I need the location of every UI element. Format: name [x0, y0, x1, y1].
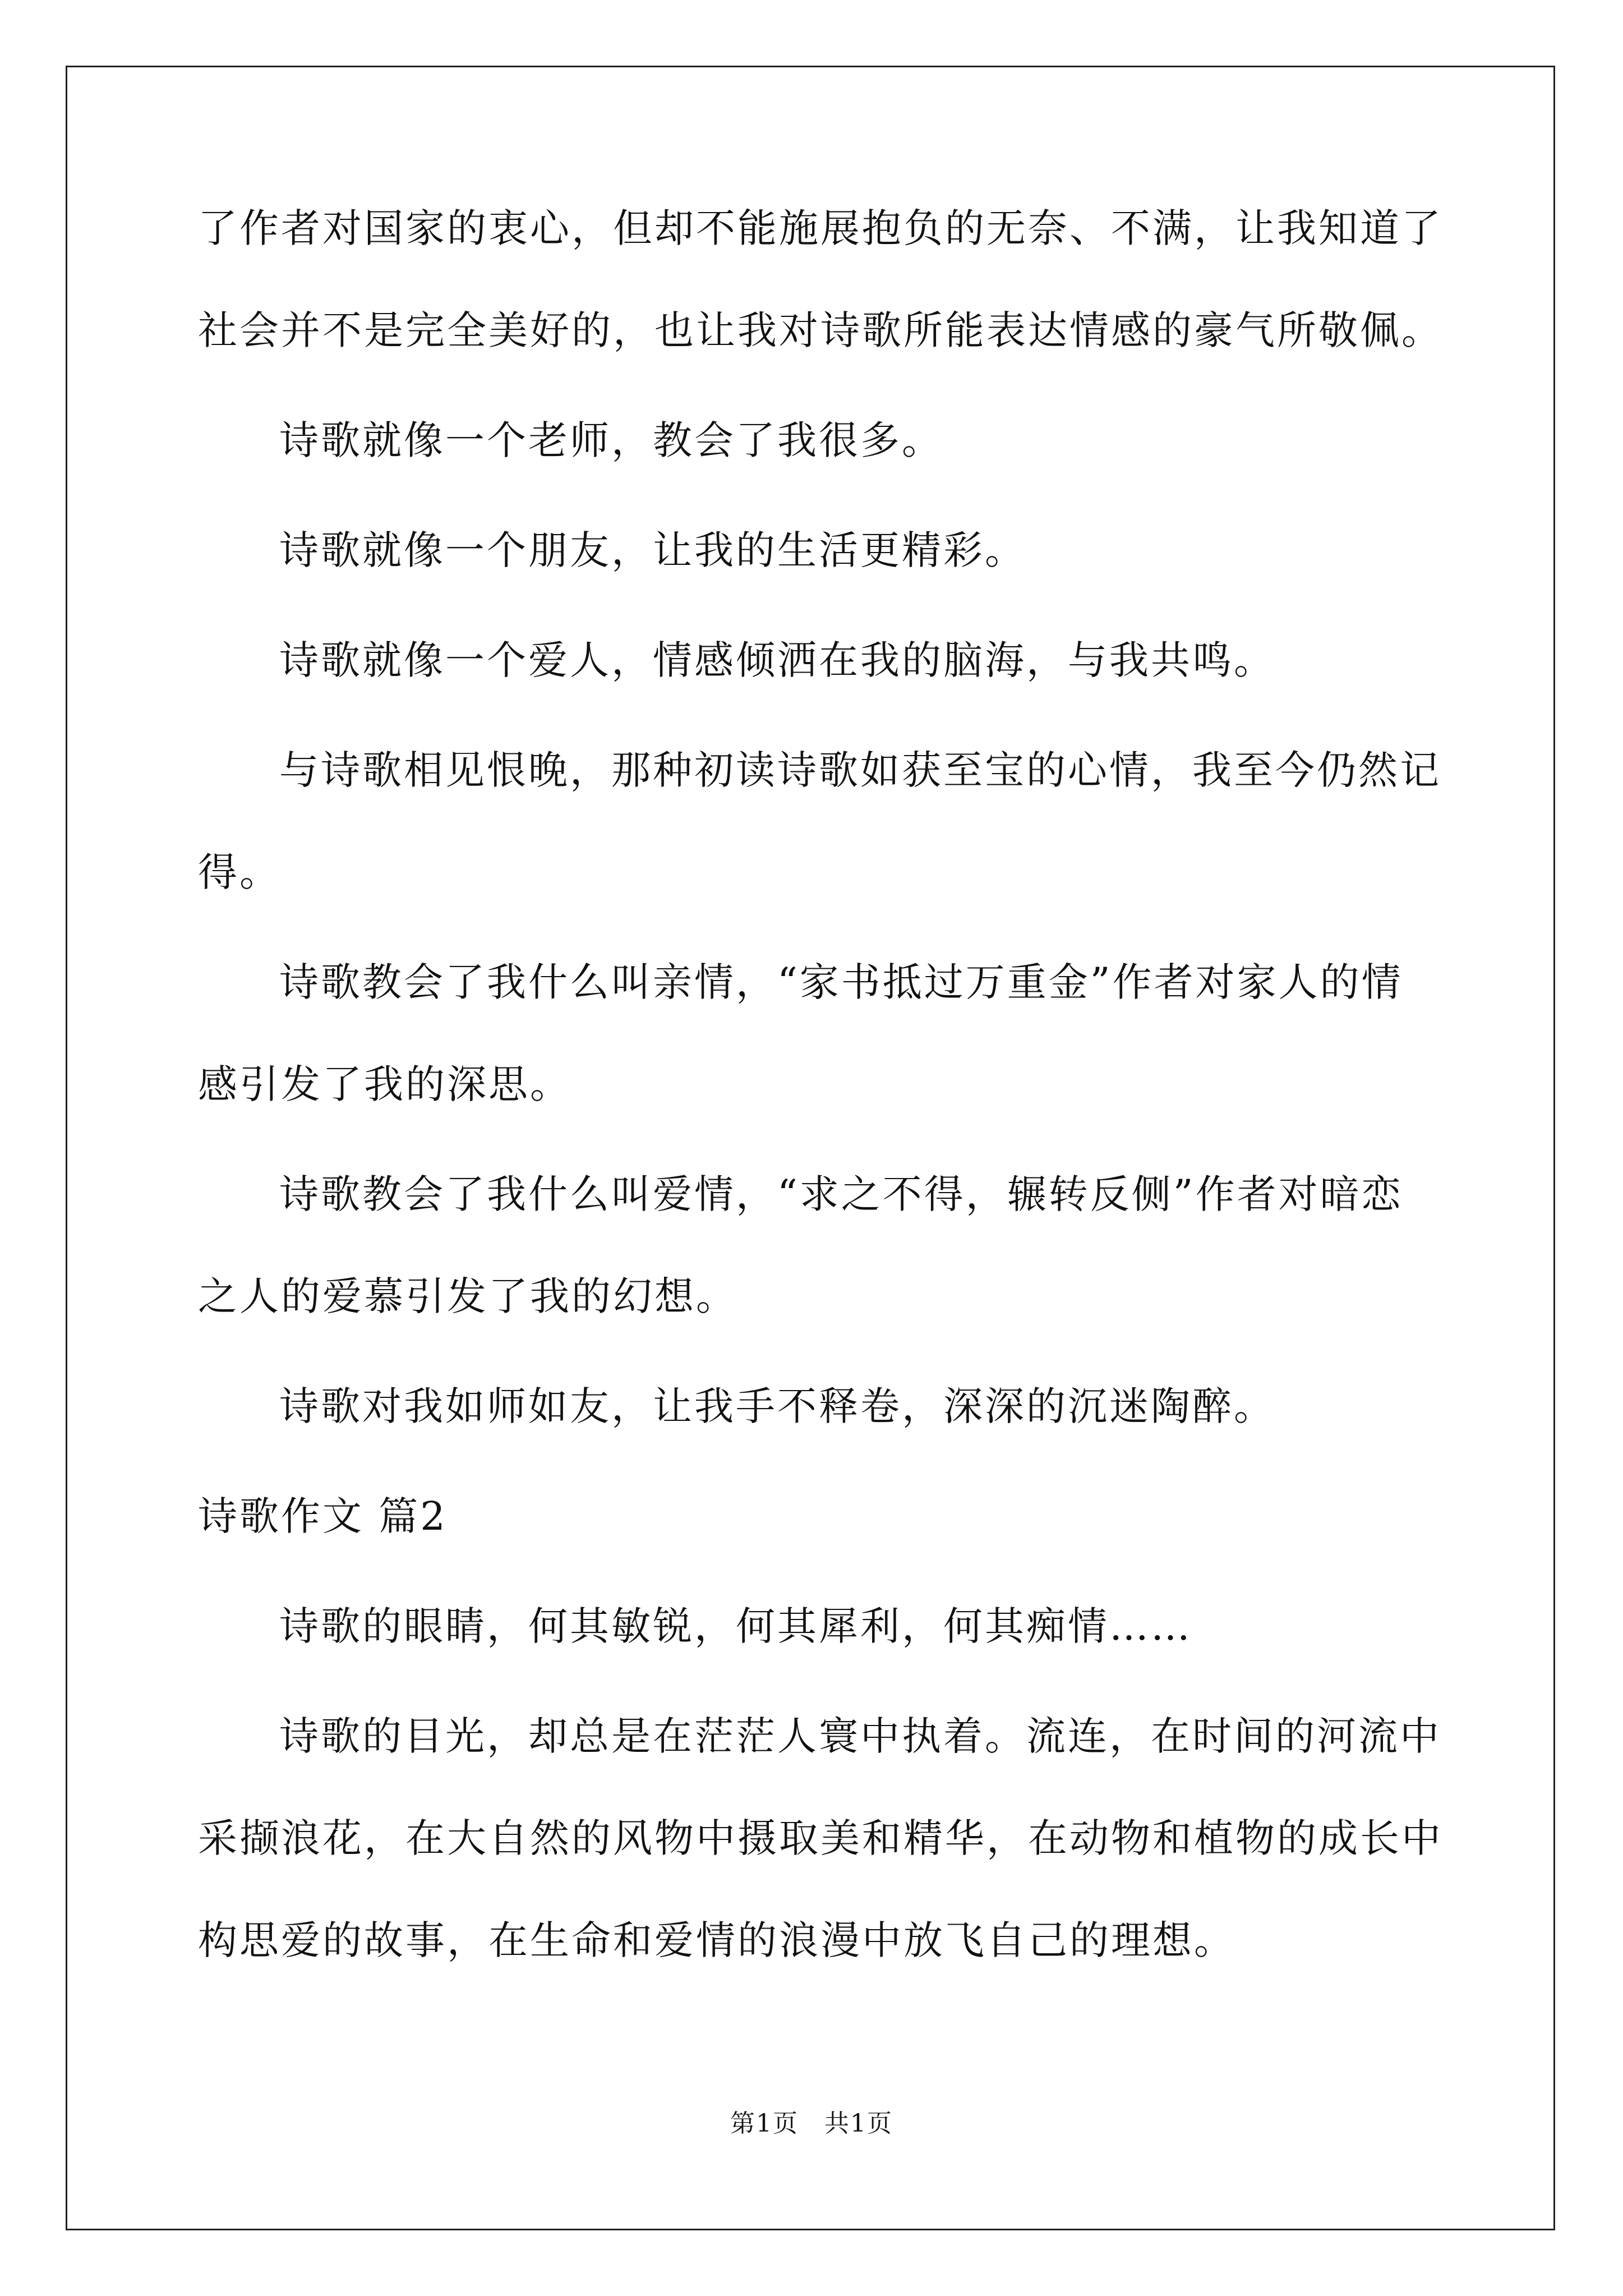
paragraph-line: 诗歌对我如师如友，让我手不释卷，深深的沉迷陶醉。	[279, 1383, 1275, 1429]
paragraph-line: 社会并不是完全美好的，也让我对诗歌所能表达情感的豪气所敬佩。	[198, 307, 1443, 353]
paragraph-line: 构思爱的故事，在生命和爱情的浪漫中放飞自己的理想。	[198, 1917, 1235, 1963]
section-heading: 诗歌作文 篇2	[198, 1493, 448, 1539]
paragraph-line: 诗歌的眼睛，何其敏锐，何其犀利，何其痴情……	[279, 1603, 1192, 1649]
document-body	[198, 203, 1443, 1966]
paragraph-line: 得。	[198, 849, 281, 895]
paragraph-line: 感引发了我的深思。	[198, 1061, 571, 1107]
paragraph-line: 诗歌就像一个老师，教会了我很多。	[279, 417, 943, 463]
paragraph-line: 诗歌的目光，却总是在茫茫人寰中执着。流连，在时间的河流中	[279, 1713, 1441, 1759]
paragraph-line: 采撷浪花，在大自然的风物中摄取美和精华，在动物和植物的成长中	[198, 1815, 1443, 1861]
page-number-footer: 第1页 共1页	[730, 2109, 893, 2138]
paragraph-line: 与诗歌相见恨晚，那种初读诗歌如获至宝的心情，我至今仍然记	[279, 747, 1441, 793]
paragraph-line: 诗歌教会了我什么叫亲情，“家书抵过万重金”作者对家人的情	[279, 959, 1403, 1005]
paragraph-line: 诗歌就像一个爱人，情感倾洒在我的脑海，与我共鸣。	[279, 637, 1275, 683]
paragraph-line: 诗歌教会了我什么叫爱情，“求之不得，辗转反侧”作者对暗恋	[279, 1171, 1403, 1217]
paragraph-line: 了作者对国家的衷心，但却不能施展抱负的无奈、不满，让我知道了	[198, 205, 1443, 251]
paragraph-line: 之人的爱慕引发了我的幻想。	[198, 1273, 737, 1319]
paragraph-line: 诗歌就像一个朋友，让我的生活更精彩。	[279, 527, 1026, 573]
